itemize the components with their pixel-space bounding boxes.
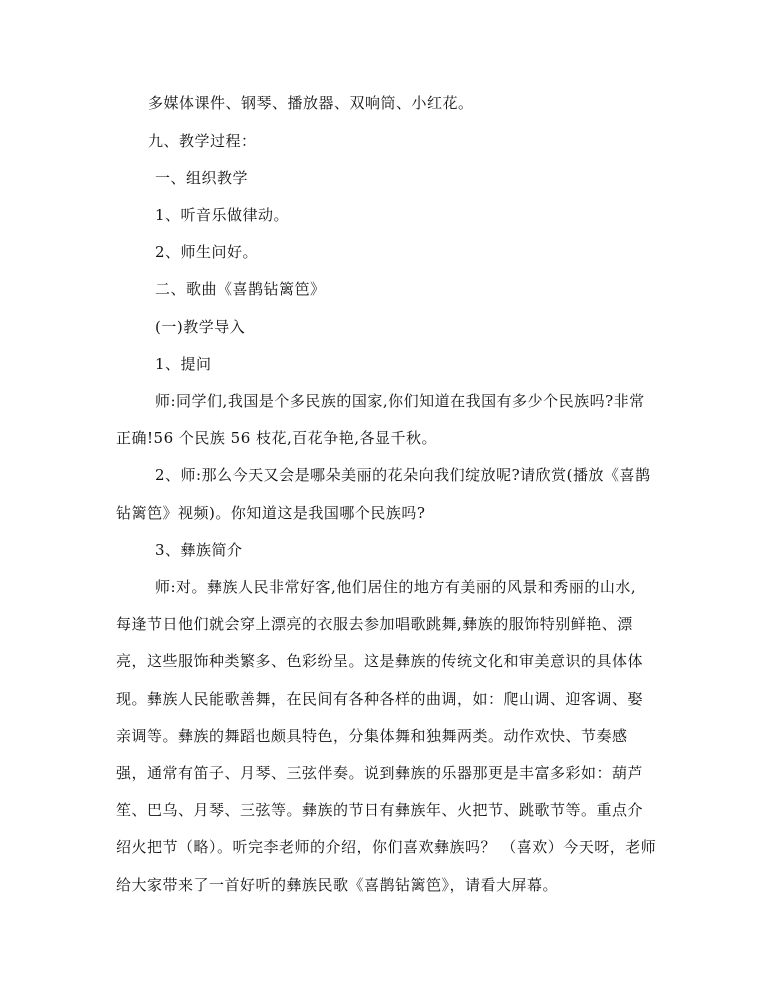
materials-line: 多媒体课件、钢琴、播放器、双响筒、小红花。 [148, 94, 474, 112]
step-line: 2、师生问好。 [155, 243, 259, 261]
paragraph-line: 每逢节日他们就会穿上漂亮的衣服去参加唱歌跳舞,彝族的服饰特别鲜艳、漂 [116, 615, 633, 633]
paragraph-line: 2、师:那么今天又会是哪朵美丽的花朵向我们绽放呢?请欣赏(播放《喜鹊 [155, 466, 651, 484]
step-line: 3、彝族简介 [155, 541, 243, 559]
paragraph-line: 强，通常有笛子、月琴、三弦伴奏。说到彝族的乐器那更是丰富多彩如：葫芦 [116, 764, 644, 782]
paragraph-line: 现。彝族人民能歌善舞，在民间有各种各样的曲调，如：爬山调、迎客调、娶 [116, 690, 644, 708]
subsection-heading-song: 二、歌曲《喜鹊钻篱笆》 [155, 280, 326, 298]
paragraph-line: 绍火把节（略）。听完李老师的介绍，你们喜欢彝族吗？ （喜欢）今天呀，老师 [116, 838, 657, 856]
subsection-heading-organize: 一、组织教学 [155, 169, 249, 187]
step-line: 1、听音乐做律动。 [155, 206, 290, 224]
step-line: 1、提问 [155, 355, 212, 373]
paragraph-line: 师:同学们,我国是个多民族的国家,你们知道在我国有多少个民族吗?非常 [155, 392, 645, 410]
paragraph-line: 笙、巴乌、月琴、三弦等。彝族的节日有彝族年、火把节、跳歌节等。重点介 [116, 801, 644, 819]
paragraph-line: 给大家带来了一首好听的彝族民歌《喜鹊钻篱笆》，请看大屏幕。 [116, 876, 559, 894]
paragraph-line: 亮，这些服饰种类繁多、色彩纷呈。这是彝族的传统文化和审美意识的具体体 [116, 652, 644, 670]
section-heading-process: 九、教学过程： [148, 132, 257, 150]
paragraph-line: 亲调等。彝族的舞蹈也颇具特色，分集体舞和独舞两类。动作欢快、节奏感 [116, 727, 628, 745]
paragraph-line: 师:对。彝族人民非常好客,他们居住的地方有美丽的风景和秀丽的山水, [155, 578, 637, 596]
subsection-heading-intro: (一)教学导入 [155, 318, 246, 336]
paragraph-line: 钻篱笆》视频)。你知道这是我国哪个民族吗? [116, 504, 426, 522]
paragraph-line: 正确!56 个民族 56 枝花,百花争艳,各显千秋。 [116, 429, 438, 447]
